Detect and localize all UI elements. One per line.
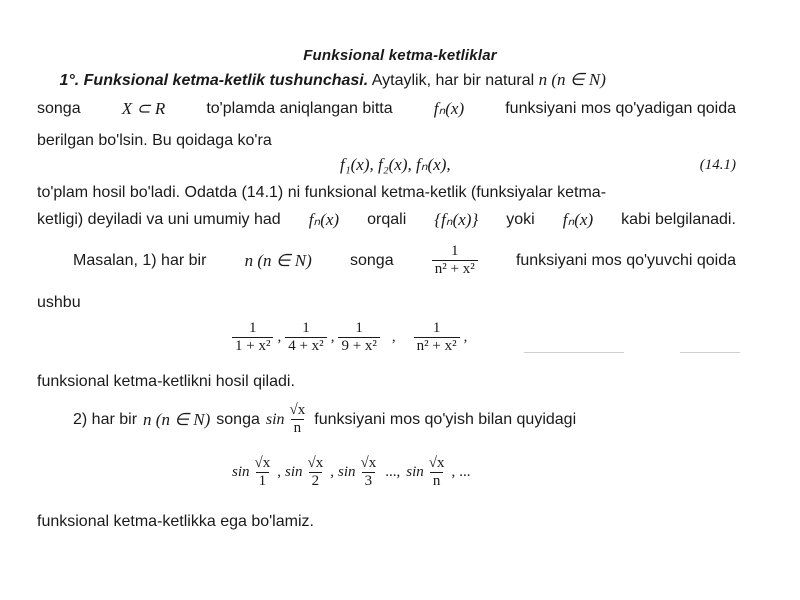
math-expression: n (n ∈ N) [244, 250, 312, 270]
paragraph-text: songa [37, 100, 81, 117]
sin-label: sin [265, 410, 285, 428]
sin-label: sin [232, 464, 250, 480]
sequence-term [305, 455, 327, 490]
fraction-numerator: √x [254, 455, 271, 471]
paragraph-line [37, 512, 736, 532]
paragraph-text: 2) har bir [73, 410, 138, 428]
sin-label: sin [285, 464, 303, 480]
paragraph-text: funksional ketma-ketlikni hosil qiladi. [37, 373, 295, 390]
paragraph-line [37, 372, 736, 392]
fraction-denominator: n² + x² [414, 337, 460, 355]
math-expression: fₙ(x) [562, 210, 594, 229]
fraction-numerator: 1 [302, 320, 310, 336]
fraction-numerator: √x [307, 455, 324, 471]
paragraph-line [37, 183, 736, 203]
section-heading: Funksional ketma-ketlik tushunchasi. [83, 72, 369, 89]
fraction-numerator: √x [428, 455, 445, 471]
sequence-terms: $\frac{1}{\text{1 + x²}}$ , $\frac{1}{\text{4 + x²}}$ , $\frac{1}{\text{9 + x²}}$ , $\frac{1}{\text{n² + x²}}$ , [232, 320, 471, 355]
math-expression: {fₙ(x)} [434, 210, 479, 229]
paragraph-text: yoki [506, 211, 535, 228]
math-expression: fₙ(x) [308, 210, 340, 229]
paragraph-line [37, 99, 736, 119]
paragraph-text: kabi belgilanadi. [621, 211, 736, 228]
fraction-numerator: √x [289, 402, 306, 418]
math-expression: fₙ(x) [433, 99, 465, 118]
fraction-denominator: n [430, 472, 444, 490]
fraction-numerator: 1 [248, 320, 257, 336]
sequence-term [338, 320, 379, 355]
fraction-denominator: 4 + x² [285, 337, 326, 355]
paragraph-text: Aytaylik, har bir natural [371, 72, 535, 89]
sequence-term [414, 320, 460, 355]
sin-label: sin [406, 464, 424, 480]
sin-label: sin [338, 464, 356, 480]
fraction-denominator: n [291, 419, 305, 437]
sequence-term [232, 320, 273, 355]
paragraph-text: funksiyani mos qo'yadigan qoida [505, 100, 736, 117]
sequence-term [285, 320, 326, 355]
fraction-numerator: 1 [355, 320, 363, 336]
paragraph-line [37, 131, 736, 151]
paragraph-text: songa [350, 251, 394, 269]
paragraph-text: ushbu [37, 294, 81, 311]
paragraph-text: to'plamda aniqlangan bitta [206, 100, 393, 117]
sequence-term [252, 455, 274, 490]
ellipsis: ... [459, 464, 471, 480]
paragraph-text: to'plam hosil bo'ladi. Odatda (14.1) ni funksional ketma-ketlik (funksiyalar ketma- [37, 184, 607, 201]
paragraph-text: ketligi) deyiladi va uni umumiy had [37, 211, 281, 228]
paragraph-text: orqali [367, 211, 407, 228]
paragraph-text: funksiyani mos qo'yuvchi qoida [515, 251, 736, 269]
paragraph-text: songa [216, 410, 260, 428]
math-expression: n (n ∈ N) [143, 409, 211, 429]
fraction-numerator: 1 [451, 243, 459, 259]
sequence-formula: f₁(x), f₂(x), fₙ(x), [340, 155, 451, 174]
paragraph-text: funksiyani mos qo'yish bilan quyidagi [314, 410, 577, 428]
fraction [287, 402, 309, 437]
sequence-term [358, 455, 380, 490]
page-title: Funksional ketma-ketliklar [303, 47, 497, 64]
sequence-term [426, 455, 448, 490]
math-expression: n (n ∈ N) [538, 70, 606, 89]
fraction-denominator: 9 + x² [338, 337, 379, 355]
example-line [37, 402, 736, 437]
divider [524, 352, 624, 353]
paragraph-text: funksional ketma-ketlikka ega bo'lamiz. [37, 513, 314, 530]
equation-number: (14.1) [699, 157, 736, 173]
divider [680, 352, 740, 353]
sequence-terms: sin $\frac{√x}{1}$ , sin $\frac{√x}{2}$ , sin $\frac{√x}{3}$ ..., sin $\frac{√x}{n}$ , ... [232, 455, 471, 489]
fraction-denominator: 3 [362, 472, 376, 490]
fraction-denominator: n² + x² [432, 260, 478, 278]
fraction-numerator: 1 [432, 320, 441, 336]
fraction-denominator: 1 + x² [232, 337, 273, 355]
fraction-denominator: 1 [256, 472, 270, 490]
paragraph-line [37, 70, 736, 91]
paragraph-text: Masalan, 1) har bir [73, 251, 207, 269]
paragraph-text: berilgan bo'lsin. Bu qoidaga ko'ra [37, 132, 272, 149]
fraction-numerator: √x [360, 455, 377, 471]
example-line [37, 243, 736, 278]
fraction-denominator: 2 [309, 472, 323, 490]
section-number: 1°. [59, 72, 80, 89]
fraction [432, 243, 478, 278]
math-expression: X ⊂ R [121, 99, 166, 118]
paragraph-line [37, 210, 736, 230]
ellipsis: ..., [385, 464, 401, 480]
paragraph-line [37, 293, 736, 313]
